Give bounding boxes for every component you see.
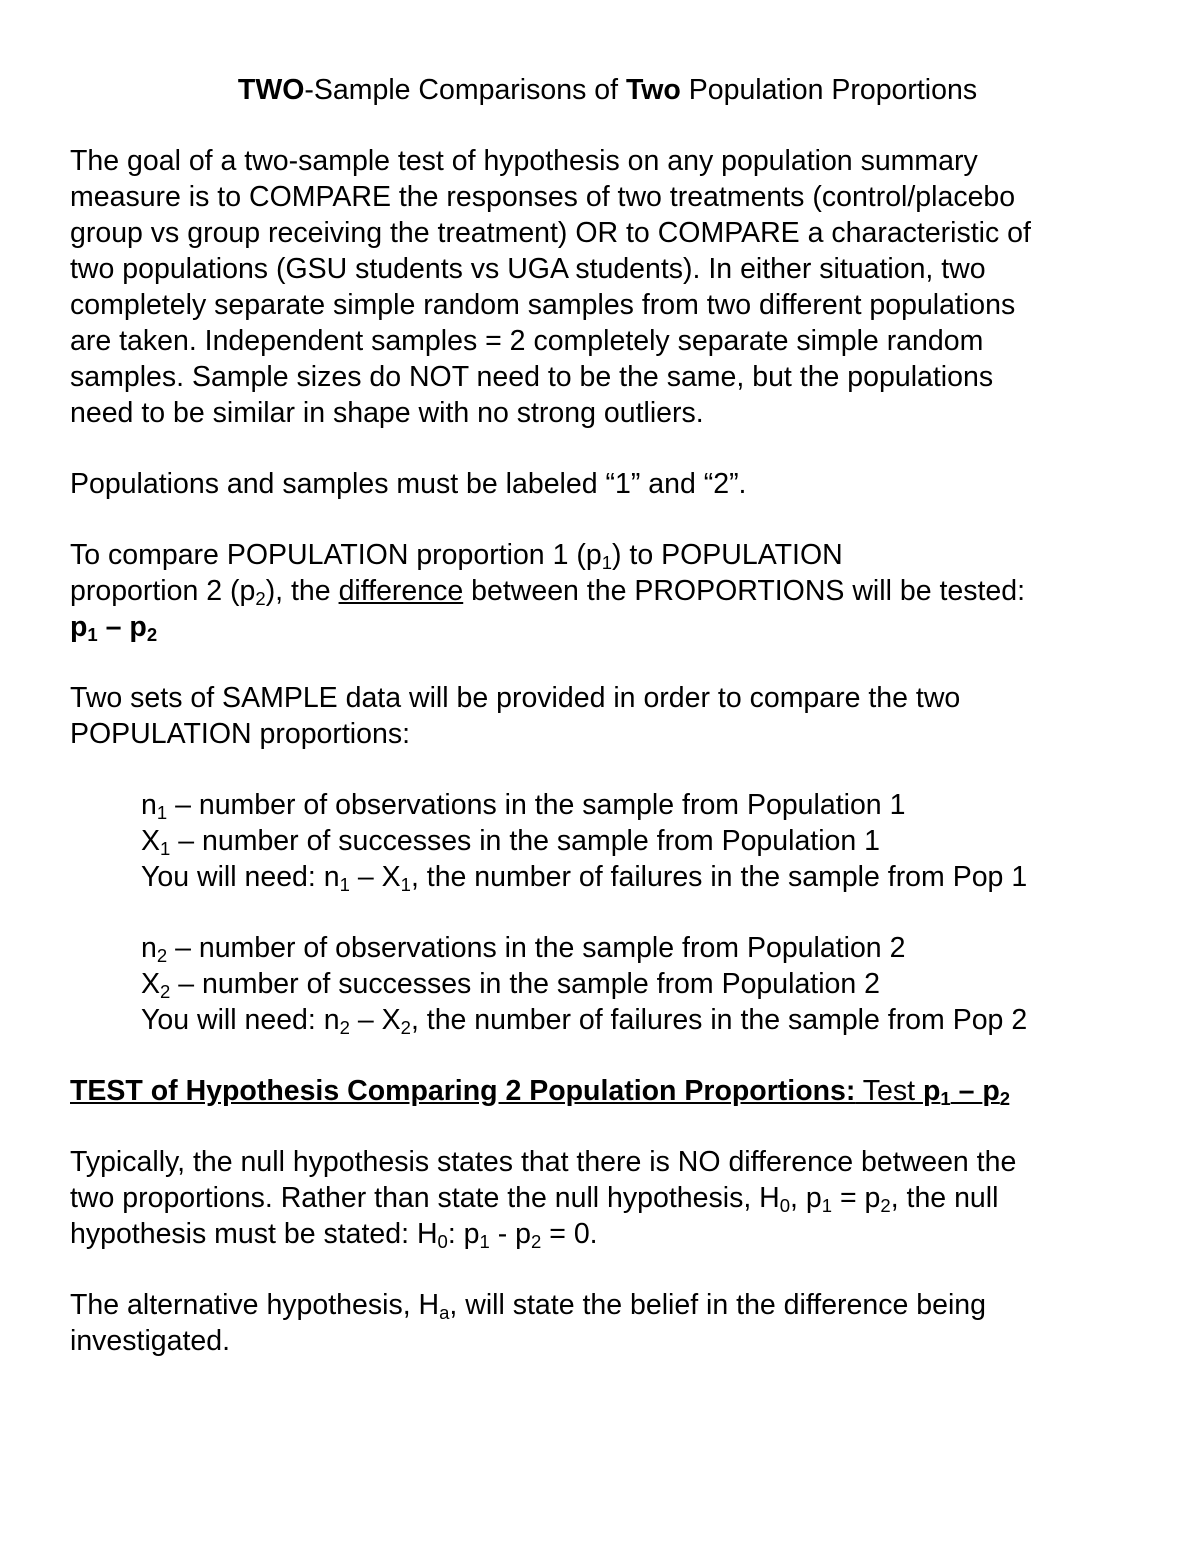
sample-line: Two sets of SAMPLE data will be provided in order to compare the two [70, 682, 961, 714]
null-text: , the null [890, 1182, 999, 1214]
null-hypothesis-paragraph [70, 1144, 1145, 1252]
null-text: two proportions. Rather than state the null hypothesis, H [70, 1182, 780, 1214]
document-page [70, 72, 1145, 1394]
section-heading [70, 1073, 1145, 1109]
subscript: 2 [531, 1231, 542, 1253]
alt-line [70, 1287, 1145, 1323]
item-text: – number of observations in the sample from Population 2 [167, 932, 906, 964]
subscript: 1 [601, 552, 613, 574]
list-item [141, 823, 1145, 859]
subscript: 1 [87, 624, 98, 646]
item-text: n [141, 932, 157, 964]
item-text: n [141, 789, 157, 821]
null-text: hypothesis must be stated: H [70, 1218, 438, 1250]
subscript: 1 [400, 874, 411, 896]
formula-text: p [70, 611, 88, 643]
item-text: , the number of failures in the sample from Pop 1 [410, 861, 1028, 893]
formula-text: – p [97, 611, 147, 643]
null-text: : p [447, 1218, 480, 1250]
subscript: 2 [880, 1195, 891, 1217]
intro-line: are taken. Independent samples = 2 completely separate simple random [70, 325, 984, 357]
item-text: – number of successes in the sample from Population 2 [170, 968, 881, 1000]
subscript: 2 [156, 945, 168, 967]
subscript: 1 [156, 802, 168, 824]
compare-text: To compare POPULATION proportion 1 (p [70, 539, 602, 571]
compare-text: ), the [265, 575, 339, 607]
list-item [141, 930, 1145, 966]
compare-text: between the PROPORTIONS will be tested: [463, 575, 1026, 607]
intro-line: completely separate simple random samples from two different populations [70, 289, 1016, 321]
subscript: 0 [437, 1231, 448, 1253]
item-text: – X [349, 1004, 401, 1036]
title-text-1: -Sample Comparisons of [304, 74, 626, 106]
compare-line [70, 537, 1145, 573]
labeled-paragraph: Populations and samples must be labeled “1” and “2”. [70, 468, 747, 500]
null-text: = 0. [541, 1218, 598, 1250]
item-text: – number of observations in the sample from Population 1 [167, 789, 906, 821]
compare-line [70, 573, 1145, 609]
null-line [70, 1180, 1145, 1216]
heading-formula: p [922, 1075, 941, 1107]
heading-text: Test [855, 1075, 923, 1107]
compare-paragraph [70, 537, 1145, 645]
item-text: – X [349, 861, 401, 893]
null-text: - p [489, 1218, 532, 1250]
sample-paragraph [70, 680, 1145, 752]
sample-line: POPULATION proportions: [70, 718, 411, 750]
subscript: 2 [255, 588, 266, 610]
compare-text: ) to POPULATION [612, 539, 843, 571]
list-item [141, 787, 1145, 823]
title-bold-two: TWO [237, 74, 305, 106]
subscript: 1 [160, 838, 171, 860]
subscript: 0 [779, 1195, 791, 1217]
heading-formula: – [950, 1075, 983, 1107]
item-text: You will need: n [141, 861, 340, 893]
list-item [141, 966, 1145, 1002]
subscript: 2 [999, 1088, 1011, 1110]
list-item [141, 859, 1145, 895]
subscript: 2 [339, 1017, 350, 1039]
item-text: – number of successes in the sample from Population 1 [170, 825, 881, 857]
subscript: a [439, 1302, 450, 1324]
list-item [141, 1002, 1145, 1038]
alt-text: , will state the belief in the difference being [449, 1289, 986, 1321]
alt-line: investigated. [70, 1325, 231, 1357]
population-1-list [70, 787, 1145, 895]
page-title [70, 72, 1145, 108]
intro-line: two populations (GSU students vs UGA students). In either situation, two [70, 253, 986, 285]
item-text: X [141, 825, 161, 857]
title-text-2: Population Proportions [680, 74, 978, 106]
null-line [70, 1216, 1145, 1252]
subscript: 1 [479, 1231, 490, 1253]
alternative-hypothesis-paragraph [70, 1287, 1145, 1359]
subscript: 2 [400, 1017, 411, 1039]
intro-line: need to be similar in shape with no strong outliers. [70, 397, 704, 429]
item-text: , the number of failures in the sample from Pop 2 [410, 1004, 1028, 1036]
heading-bold: TEST of Hypothesis Comparing 2 Population Proportions: [70, 1075, 856, 1107]
population-2-list [70, 930, 1145, 1038]
subscript: 1 [821, 1195, 833, 1217]
intro-line: The goal of a two-sample test of hypothesis on any population summary [70, 145, 978, 177]
difference-underlined: difference [338, 575, 464, 607]
subscript: 1 [940, 1088, 951, 1110]
compare-text: proportion 2 (p [70, 575, 256, 607]
title-bold-two-2: Two [625, 74, 681, 106]
null-line: Typically, the null hypothesis states that there is NO difference between the [70, 1146, 1017, 1178]
heading-formula: p [982, 1075, 1000, 1107]
item-text: You will need: n [141, 1004, 340, 1036]
subscript: 2 [160, 981, 171, 1003]
alt-text: The alternative hypothesis, H [70, 1289, 440, 1321]
difference-formula [70, 609, 1145, 645]
item-text: X [141, 968, 161, 1000]
subscript: 2 [146, 624, 158, 646]
intro-paragraph [70, 143, 1145, 431]
intro-line: samples. Sample sizes do NOT need to be the same, but the populations [70, 361, 994, 393]
intro-line: group vs group receiving the treatment) OR to COMPARE a characteristic of [70, 217, 1031, 249]
null-text: = p [832, 1182, 881, 1214]
null-text: , p [790, 1182, 822, 1214]
intro-line: measure is to COMPARE the responses of two treatments (control/placebo [70, 181, 1016, 213]
subscript: 1 [339, 874, 350, 896]
